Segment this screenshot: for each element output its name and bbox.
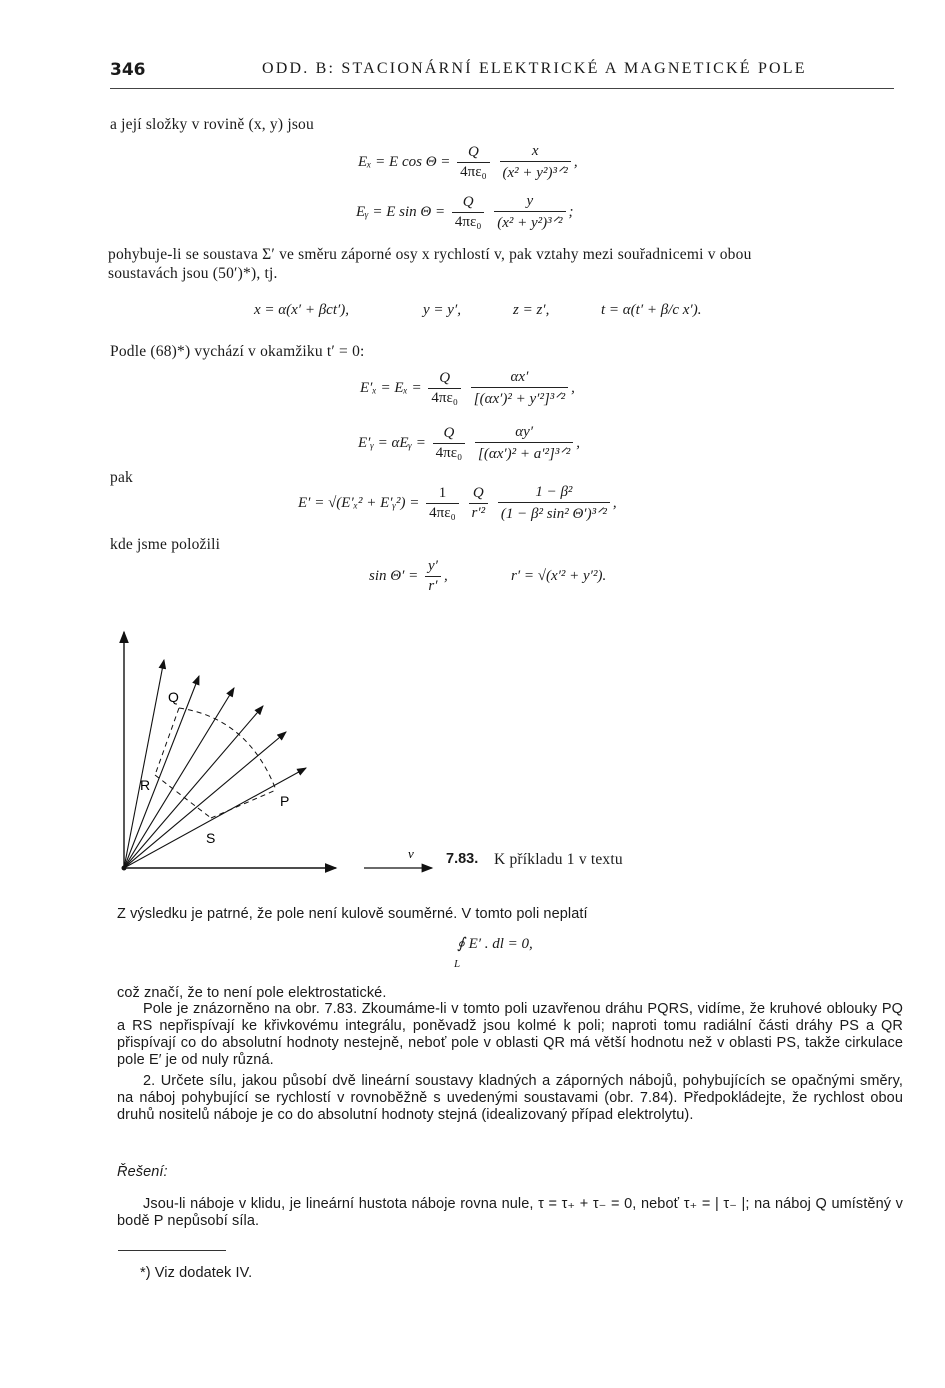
equation-r: r′ = √(x′² + y′²). [511,568,607,584]
ey-lhs: Eᵧ = E sin Θ = [356,203,446,220]
exp-den: [(αx′)² + y′²]³ᐟ² [473,391,566,407]
paragraph-3: Jsou-li náboje v klidu, je lineární hustota náboje rovna nule, τ = τ₊ + τ₋ = 0, neboť τ₊ = | τ₋ |; na náboj Q umístěný v bodě P nepůsobí síla. [117,1196,903,1229]
ep-lhs: E′ = √(E′ₓ² + E′ᵧ²) = [298,494,420,511]
equation-ey: Eᵧ = E sin Θ = $\frac{Q}{\text{4πε₀}}$ $\frac{y}{\text{(x² + y²)³ᐟ²}}$ ; [356,193,574,231]
eyp-lhs: E′ᵧ = αEᵧ = [358,434,426,451]
moving-text-1: pohybuje-li se soustava Σ′ ve směru záporné osy x rychlostí v, pak vztahy mezi souřadnicemi v obou [108,246,752,263]
podle-text: Podle (68)*) vychází v okamžiku t′ = 0: [110,343,365,360]
integral-sub: L [454,958,461,970]
equation-ep: E′ = √(E′ₓ² + E′ᵧ²) = $\frac{1}{\text{4πε₀}}$ $\frac{Q}{\text{r′²}}$ $\frac{\text{1 − β²}}{\text{(1 − β² sin² Θ′)³ᐟ²}}$ , [298,484,617,522]
ex-x: x [500,143,571,162]
running-title: ODD. B: STACIONÁRNÍ ELEKTRICKÉ A MAGNETICKÉ POLE [262,60,807,77]
ep-one: 1 [426,485,459,504]
equation-ex: Eₓ = E cos Θ = $\frac{Q}{\text{4πε₀}}$ $\frac{x}{\text{(x² + y²)³ᐟ²}}$ , [358,143,578,181]
ep-rp2: r′² [471,505,486,521]
field-line [124,660,164,868]
origin-point [122,866,127,871]
exp-q: Q [428,370,461,389]
kde-text: kde jsme položili [110,536,221,553]
integral-eq: ∮ E′ . dl = 0, [457,936,533,952]
field-line [124,768,306,868]
sin-lhs: sin Θ′ = [369,567,419,584]
label-q: Q [168,689,179,705]
equation-exp: E′ₓ = Eₓ = $\frac{Q}{\text{4πε₀}}$ $\frac{\alpha x'}{\text{[(αx′)² + y′²]³ᐟ²}}$ , [360,369,575,407]
ex-4pe: 4πε₀ [460,164,487,180]
label-p: P [280,793,290,809]
ex-q: Q [457,144,490,163]
ex-den: (x² + y²)³ᐟ² [502,165,568,181]
sin-yp: y′ [425,558,441,577]
ep-den: (1 − β² sin² Θ′)³ᐟ² [500,506,607,522]
header-rule [110,88,894,89]
exp-lhs: E′ₓ = Eₓ = [360,379,422,396]
equation-eyp: E′ᵧ = αEᵧ = $\frac{Q}{\text{4πε₀}}$ $\frac{\alpha y'}{\text{[(αx′)² + a′²]³ᐟ²}}$ , [358,424,580,462]
coord-z: z = z′, [513,302,550,318]
exp-num: αx′ [471,369,568,388]
path-sp [211,790,276,818]
eyp-4pe: 4πε₀ [435,445,463,461]
arc-pq [179,708,276,790]
field-line [124,676,199,868]
field-line [124,732,286,868]
label-s: S [206,830,216,846]
reseni-heading: Řešení: [117,1164,168,1180]
ey-q: Q [452,194,485,213]
ey-y: y [494,193,565,212]
equation-sin: sin Θ′ = $\frac{y'}{r'}$ , [369,558,448,594]
caption-number: 7.83. [446,851,479,867]
caption-text: K příkladu 1 v textu [494,851,623,868]
label-v: v [408,846,414,861]
exp-4pe: 4πε₀ [431,390,458,406]
paragraph-2: 2. Určete sílu, jakou působí dvě lineární soustavy kladných a záporných nábojů, pohybujících se opačnými směry, na náboj pohybující se rychlostí v rovnoběžně s uvedenými soustavami (obr. 7.84). Předpokládejte, že rychlost obou druhů nositelů náboje je co do absolutní hodnoty stejná (idealizovaný případ elektrolytu). [117,1073,903,1123]
paragraph-1: Pole je znázorněno na obr. 7.83. Zkoumáme-li v tomto poli uzavřenou dráhu PQRS, vidíme, že kruhové oblouky PQ a RS nepřispívají ke křivkovému integrálu, poněvadž jsou kolmé k poli; naproti tomu radiální části dráhy PS a QR přispívají co do absolutní hodnoty nestejně, neboť pole v oblasti QR má větší hodnotu než v oblasti PS, takže cirkulace pole E′ je od nuly různá. [117,1001,903,1068]
pak-text: pak [110,469,133,486]
arc-rs [155,775,211,818]
figure-7-83 [100,620,660,890]
footnote: *) Viz dodatek IV. [140,1265,253,1281]
label-r: R [140,777,151,793]
footnote-rule [118,1250,226,1251]
sin-rp: r′ [428,578,438,594]
eyp-den: [(αx′)² + a′²]³ᐟ² [478,446,571,462]
ey-den: (x² + y²)³ᐟ² [497,215,563,231]
ep-num: 1 − β² [498,484,610,503]
eyp-q: Q [433,425,466,444]
coord-t: t = α(t′ + β/c x′). [601,302,702,318]
ep-4pe: 4πε₀ [429,505,456,521]
coord-x: x = α(x′ + βct′), [254,302,350,318]
ex-lhs: Eₓ = E cos Θ = [358,153,451,170]
result-text: Z výsledku je patrné, že pole není kulově souměrné. V tomto poli neplatí [117,906,588,922]
intro-text: a její složky v rovině (x, y) jsou [110,116,314,133]
coord-y: y = y′, [423,302,461,318]
ey-4pe: 4πε₀ [454,214,482,230]
so-text: což značí, že to není pole elektrostatické. [117,985,387,1001]
ep-q: Q [469,485,489,504]
path-qr [155,708,179,775]
page-number: 346 [110,60,146,80]
moving-text-2: soustavách jsou (50′)*), tj. [108,265,278,282]
eyp-num: αy′ [475,424,573,443]
